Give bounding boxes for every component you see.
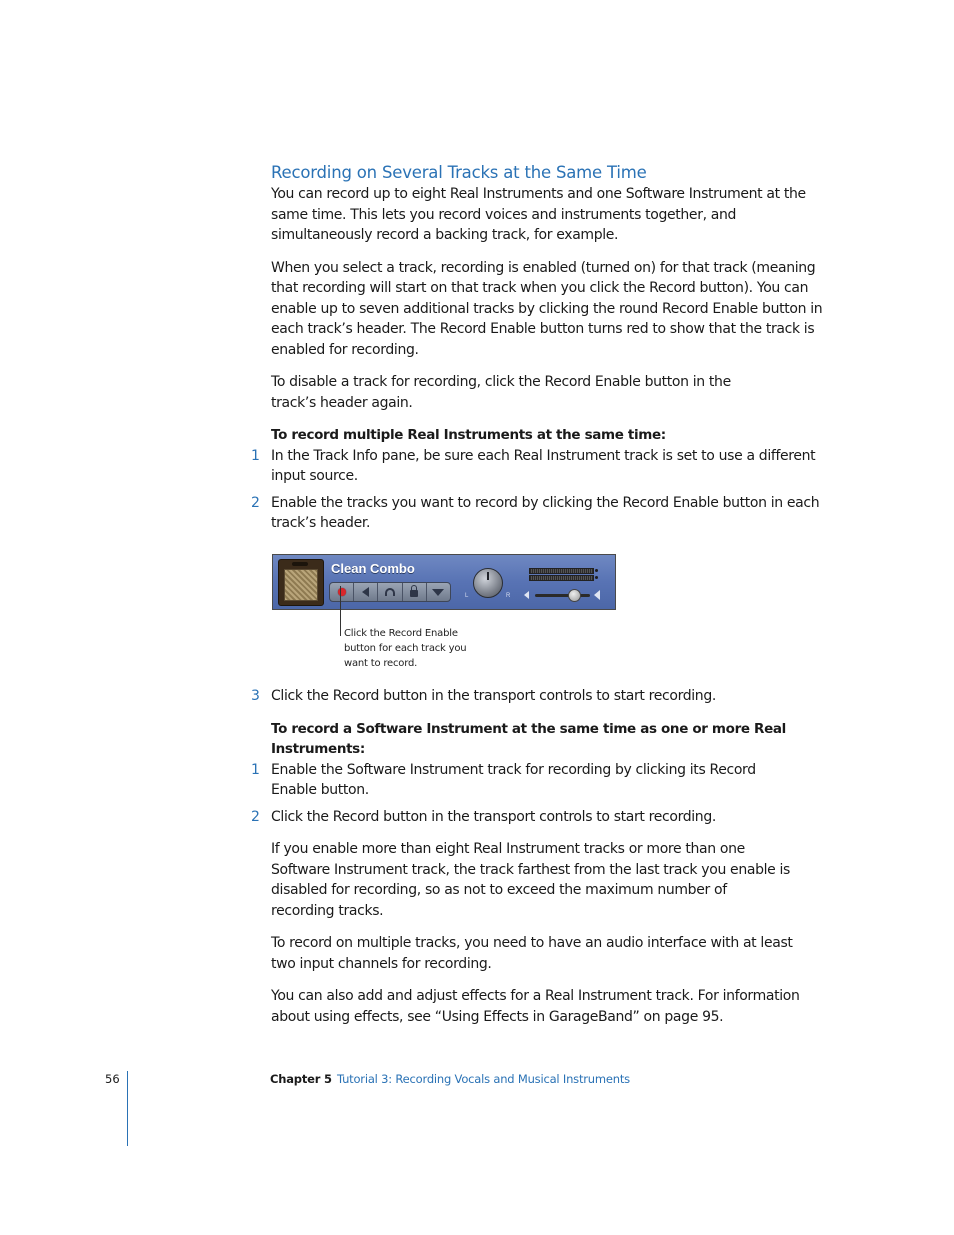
volume-slider-thumb[interactable] xyxy=(568,589,581,602)
step-number: 2 xyxy=(251,494,260,511)
section-heading: Recording on Several Tracks at the Same Time xyxy=(271,163,647,182)
figure-callout: Click the Record Enable button for each track you want to record. xyxy=(344,628,467,669)
speaker-icon xyxy=(362,587,369,597)
paragraph-2: When you select a track, recording is enabled (turned on) for that track (meaning that recording will start on that track when you click the Record button). You can enable up to seven additional tracks by clicking the round Record Enable button in each track’s header. The Record Enable button turns red to show that the track is enabled for recording. xyxy=(271,259,823,358)
callout-line xyxy=(340,586,341,636)
record-enable-button[interactable] xyxy=(330,583,354,601)
triangle-down-icon xyxy=(432,589,444,596)
chapter-label: Chapter 5 xyxy=(270,1072,332,1086)
main-content xyxy=(251,162,831,534)
volume-slider[interactable] xyxy=(535,594,590,597)
level-meter-left xyxy=(529,568,594,574)
volume-low-icon xyxy=(524,591,529,599)
task1-step-3 xyxy=(251,686,831,707)
headphones-icon xyxy=(385,588,395,596)
clip-indicator-right xyxy=(595,576,598,579)
step-number: 1 xyxy=(251,447,260,464)
step-number: 3 xyxy=(251,688,260,704)
amp-instrument-icon xyxy=(278,559,324,606)
pan-left-label: L xyxy=(465,593,469,599)
closing-paragraph-2: To record on multiple tracks, you need to have an audio interface with at least two input channels for recording. xyxy=(271,935,793,972)
track-menu-button[interactable] xyxy=(427,583,450,601)
page-number: 56 xyxy=(105,1072,120,1086)
pan-knob[interactable] xyxy=(473,568,503,598)
task2-step-2 xyxy=(251,807,831,828)
volume-high-icon xyxy=(594,590,600,600)
step-text: Enable the tracks you want to record by clicking the Record Enable button in each track’s header. xyxy=(271,494,820,531)
step-text: In the Track Info pane, be sure each Real Instrument track is set to use a different input source. xyxy=(271,447,816,484)
level-meter-right xyxy=(529,575,594,581)
paragraph-1: You can record up to eight Real Instruments and one Software Instrument at the same time. This lets you record voices and instruments together, and simultaneously record a backing track, for example. xyxy=(271,186,806,243)
task1-step-2 xyxy=(251,493,831,534)
task-heading-2: To record a Software Instrument at the same time as one or more Real Instruments: xyxy=(271,720,786,757)
chapter-title: Tutorial 3: Recording Vocals and Musical Instruments xyxy=(337,1072,630,1086)
track-button-bar xyxy=(329,582,451,602)
record-dot-icon xyxy=(338,588,346,596)
paragraph-3: To disable a track for recording, click the Record Enable button in the track’s header again. xyxy=(271,374,731,411)
step-number: 1 xyxy=(251,761,260,778)
task1-step-1 xyxy=(251,446,831,487)
step-text: Click the Record button in the transport controls to start recording. xyxy=(271,808,716,825)
lock-button[interactable] xyxy=(403,583,427,601)
mute-button[interactable] xyxy=(354,583,378,601)
lock-icon xyxy=(410,590,418,597)
footer-rule xyxy=(127,1071,128,1146)
closing-paragraph-3: You can also add and adjust effects for a Real Instrument track. For information about using effects, see “Using Effects in GarageBand” on page 95. xyxy=(271,988,800,1025)
solo-button[interactable] xyxy=(378,583,402,601)
clip-indicator-left xyxy=(595,569,598,572)
track-header-figure xyxy=(272,554,616,610)
step-text: Click the Record button in the transport controls to start recording. xyxy=(271,688,716,704)
pan-right-label: R xyxy=(506,593,511,599)
task2-step-1 xyxy=(251,760,831,801)
closing-paragraph-1: If you enable more than eight Real Instrument tracks or more than one Software Instrument track, the track farthest from the last track you enable is disabled for recording, so as not to exceed the maximum number of recording tracks. xyxy=(271,841,791,919)
step-text: Enable the Software Instrument track for recording by clicking its Record Enable button. xyxy=(271,761,756,798)
task-heading-1: To record multiple Real Instruments at the same time: xyxy=(271,427,666,443)
track-name: Clean Combo xyxy=(331,561,415,576)
step-number: 2 xyxy=(251,808,260,825)
main-content-continued xyxy=(251,686,831,1027)
